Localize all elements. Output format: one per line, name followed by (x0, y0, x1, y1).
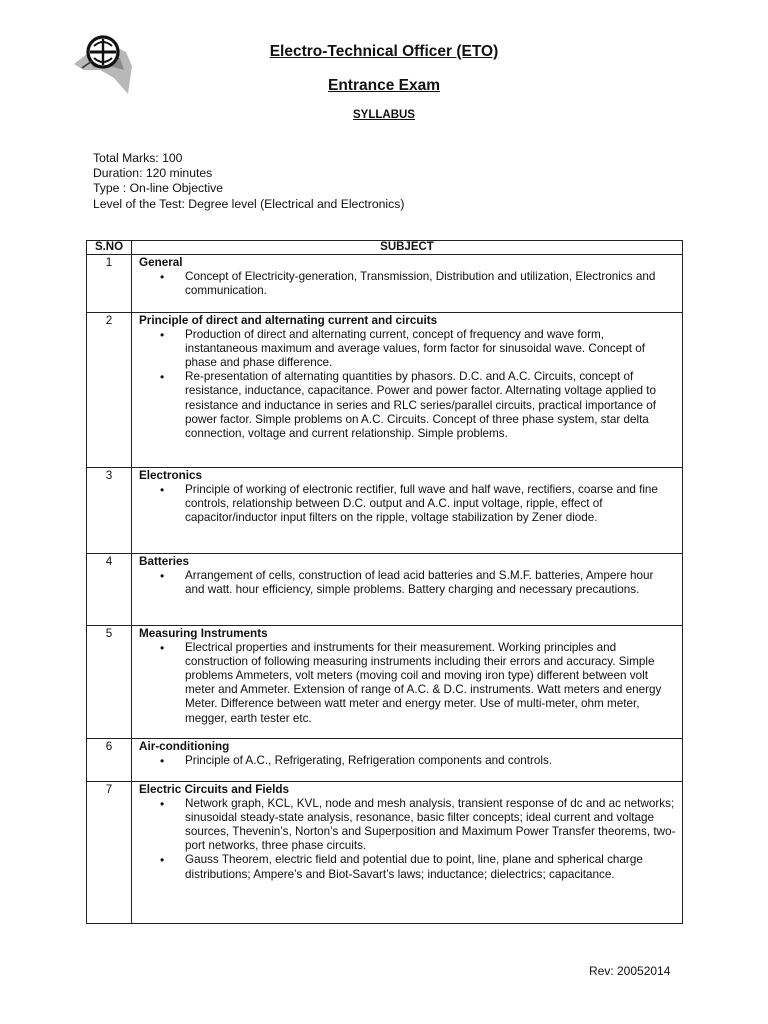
topic-list (139, 270, 676, 298)
topic-list (139, 483, 676, 525)
topic-list (139, 797, 676, 882)
row-subject (132, 313, 683, 468)
topic-item: • Network graph, KCL, KVL, node and mesh analysis, transient response of dc and ac networks; sinusoidal steady-state analysis, resonance, basic filter concepts; ideal current and voltage sources, Thevenin’s, Norton’s and Superposition and Maximum Power Transfer theorems, two-port networks, three phase circuits. (185, 797, 676, 853)
exam-type: Type : On-line Objective (93, 181, 224, 196)
table-row (87, 554, 683, 626)
subject-title: Electronics (139, 469, 203, 482)
row-number: 4 (87, 554, 132, 626)
topic-list (139, 641, 676, 726)
total-marks: Total Marks: 100 (93, 151, 183, 165)
topic-item: • Principle of A.C., Refrigerating, Refrigeration components and controls. (185, 754, 676, 768)
row-subject (132, 782, 683, 924)
exam-info (93, 151, 404, 212)
subject-title: Air-conditioning (139, 740, 230, 753)
subject-title: General (139, 256, 183, 269)
duration: Duration: 120 minutes (93, 166, 213, 181)
row-subject (132, 626, 683, 739)
row-subject (132, 554, 683, 626)
topic-item: • Re-presentation of alternating quantities by phasors. D.C. and A.C. Circuits, concept of resistance, inductance, capacitance. Power and power factor. Alternating voltage applied to resistance and inductance in series and RLC series/parallel circuits, practical importance of power factor. Simple problems on A.C. Circuits. Concept of three phase system, star delta connection, voltage and current relationship. Simple problems. (185, 370, 676, 440)
table-row (87, 468, 683, 554)
row-number: 1 (87, 255, 132, 313)
row-number: 2 (87, 313, 132, 468)
topic-item: • Gauss Theorem, electric field and potential due to point, line, plane and spherical charge distributions; Ampere’s and Biot-Savart’s laws; inductance; dielectrics; capacitance. (185, 853, 676, 881)
row-number: 3 (87, 468, 132, 554)
topic-item: • Arrangement of cells, construction of lead acid batteries and S.M.F. batteries, Ampere hour and watt. hour efficiency, simple problems. Battery charging and necessary precautions. (185, 569, 676, 597)
row-number: 6 (87, 739, 132, 782)
topic-item: • Principle of working of electronic rectifier, full wave and half wave, rectifiers, coarse and fine controls, relationship between D.C. output and A.C. input voltage, ripple, effect of capacitor/inductor input filters on the ripple, voltage stabilization by Zener diode. (185, 483, 676, 525)
subject-title: Principle of direct and alternating current and circuits (139, 314, 438, 327)
table-header-row (87, 241, 683, 255)
column-header-subject: SUBJECT (132, 241, 683, 255)
syllabus-table (86, 240, 683, 924)
table-row (87, 739, 683, 782)
topic-item: • Production of direct and alternating current, concept of frequency and wave form, instantaneous maximum and average values, form factor for sinusoidal wave. Concept of phase and phase difference. (185, 328, 676, 370)
document-subtitle: Entrance Exam (328, 77, 440, 94)
table-row (87, 255, 683, 313)
test-level: Level of the Test: Degree level (Electrical and Electronics) (93, 196, 405, 211)
section-heading: SYLLABUS (353, 109, 415, 121)
row-subject (132, 255, 683, 313)
topic-list (139, 754, 676, 768)
row-subject (132, 739, 683, 782)
topic-list (139, 328, 676, 441)
subject-title: Batteries (139, 555, 190, 568)
row-number: 5 (87, 626, 132, 739)
topic-list (139, 569, 676, 597)
topic-item: • Electrical properties and instruments for their measurement. Working principles and construction of following measuring instruments including their errors and accuracy. Simple problems Ammeters, volt meters (moving coil and moving iron type) different between volt meter and Ammeter. Extension of range of A.C. & D.C. instruments. Watt meters and energy Meter. Difference between watt meter and energy meter. Use of multi-meter, ohm meter, megger, earth tester etc. (185, 641, 676, 726)
table-row (87, 313, 683, 468)
column-header-sno: S.NO (87, 241, 132, 255)
subject-title: Electric Circuits and Fields (139, 783, 290, 796)
revision-label: Rev: 20052014 (589, 964, 671, 978)
subject-title: Measuring Instruments (139, 627, 268, 640)
row-number: 7 (87, 782, 132, 924)
row-subject (132, 468, 683, 554)
document-title: Electro-Technical Officer (ETO) (269, 43, 499, 60)
topic-item: • Concept of Electricity-generation, Transmission, Distribution and utilization, Electronics and communication. (185, 270, 676, 298)
table-row (87, 626, 683, 739)
table-row (87, 782, 683, 924)
